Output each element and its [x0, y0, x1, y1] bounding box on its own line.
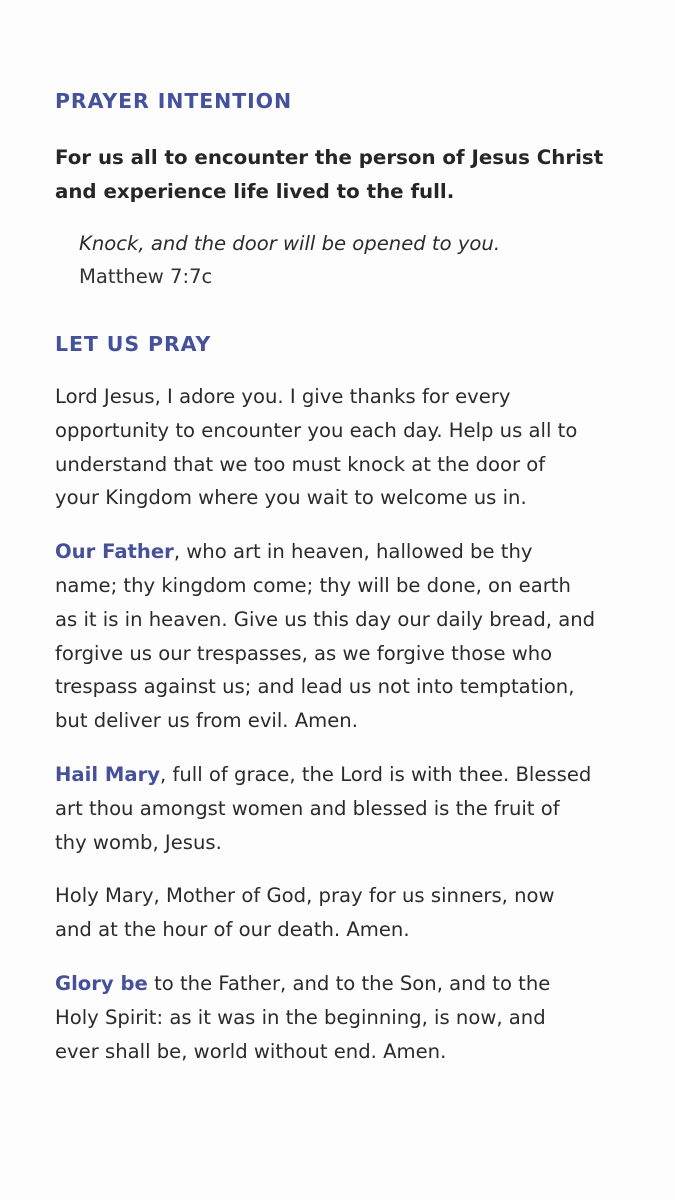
prayer-line: understand that we too must knock at the door of	[55, 452, 546, 476]
prayer-line: thy womb, Jesus.	[55, 830, 222, 854]
prayer-line: your Kingdom where you wait to welcome us in.	[55, 486, 527, 510]
prayer-line	[55, 967, 595, 1001]
prayer-line: and at the hour of our death. Amen.	[55, 918, 410, 942]
prayer-line: ever shall be, world without end. Amen.	[55, 1039, 447, 1063]
glory-be-title: Glory be	[55, 971, 148, 995]
prayer-line: Lord Jesus, I adore you. I give thanks for every	[55, 385, 511, 408]
intention-line: and experience life lived to the full.	[55, 180, 455, 203]
scripture-reference: Matthew 7:7c	[79, 265, 213, 288]
prayer-line-rest: , who art in heaven, hallowed be thy	[173, 540, 533, 564]
prayer-line: Holy Spirit: as it was in the beginning, is now, and	[55, 1005, 546, 1029]
intention-line: For us all to encounter the person of Jesus Christ	[55, 146, 604, 169]
prayer-line: forgive us our trespasses, as we forgive those who	[55, 641, 553, 665]
prayer-line: Holy Mary, Mother of God, pray for us sinners, now	[55, 884, 555, 908]
prayer-line: trespass against us; and lead us not into temptation,	[55, 675, 575, 699]
prayer-intention-heading: PRAYER INTENTION	[55, 89, 293, 113]
prayer-intention-text	[55, 141, 604, 209]
hail-mary-prayer	[55, 758, 595, 859]
prayer-line: as it is in heaven. Give us this day our daily bread, and	[55, 607, 596, 631]
prayer-line: art thou amongst women and blessed is the fruit of	[55, 796, 560, 820]
prayer-line: but deliver us from evil. Amen.	[55, 709, 358, 733]
our-father-title: Our Father	[55, 540, 174, 564]
prayer-line	[55, 758, 595, 792]
glory-be-prayer	[55, 967, 595, 1068]
prayer-line: name; thy kingdom come; thy will be done, on earth	[55, 573, 571, 597]
scripture-quote	[79, 227, 595, 293]
scripture-quote-text: Knock, and the door will be opened to you.	[79, 232, 501, 255]
prayer-line: opportunity to encounter you each day. Help us all to	[55, 418, 578, 442]
our-father-prayer	[55, 535, 595, 738]
prayer-line-rest: to the Father, and to the Son, and to the	[147, 971, 551, 995]
prayer-line	[55, 535, 595, 569]
let-us-pray-heading: LET US PRAY	[55, 332, 212, 356]
prayer-page	[55, 86, 604, 1068]
hail-mary-title: Hail Mary	[55, 762, 161, 786]
holy-mary-prayer	[55, 879, 595, 947]
opening-prayer	[55, 380, 595, 515]
prayer-line-rest: , full of grace, the Lord is with thee. Blessed	[160, 762, 592, 786]
